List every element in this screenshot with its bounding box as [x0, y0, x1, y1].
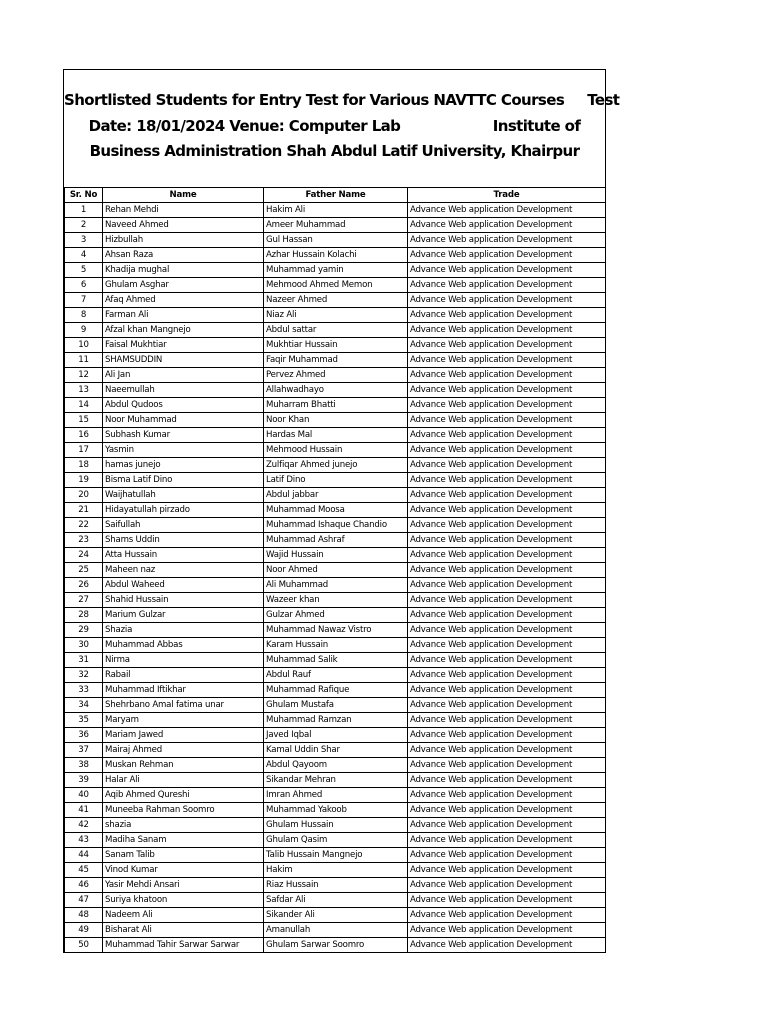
cell-trade: Advance Web application Development — [408, 893, 606, 908]
cell-sr-no: 39 — [65, 773, 103, 788]
cell-father-name: Mehmood Hussain — [264, 443, 408, 458]
cell-trade: Advance Web application Development — [408, 683, 606, 698]
document-title — [64, 88, 620, 165]
cell-father-name: Noor Ahmed — [264, 563, 408, 578]
cell-sr-no: 5 — [65, 263, 103, 278]
cell-name: Bisharat Ali — [103, 923, 264, 938]
cell-name: Muskan Rehman — [103, 758, 264, 773]
cell-trade: Advance Web application Development — [408, 878, 606, 893]
cell-father-name: Talib Hussain Mangnejo — [264, 848, 408, 863]
cell-sr-no: 13 — [65, 383, 103, 398]
cell-trade: Advance Web application Development — [408, 203, 606, 218]
cell-sr-no: 18 — [65, 458, 103, 473]
cell-trade: Advance Web application Development — [408, 833, 606, 848]
table-row — [65, 923, 606, 938]
cell-sr-no: 9 — [65, 323, 103, 338]
cell-name: Noor Muhammad — [103, 413, 264, 428]
title-line-1: Shortlisted Students for Entry Test for Various NAVTTC Courses Test — [64, 91, 620, 109]
cell-trade: Advance Web application Development — [408, 398, 606, 413]
cell-father-name: Karam Hussain — [264, 638, 408, 653]
title-line-2: Date: 18/01/2024 Venue: Computer Lab Institute of — [88, 116, 581, 135]
cell-name: Hidayatullah pirzado — [103, 503, 264, 518]
header-trade: Trade — [408, 188, 606, 203]
table-row — [65, 503, 606, 518]
cell-father-name: Ghulam Mustafa — [264, 698, 408, 713]
table-row — [65, 683, 606, 698]
cell-sr-no: 35 — [65, 713, 103, 728]
cell-name: Faisal Mukhtiar — [103, 338, 264, 353]
cell-father-name: Gul Hassan — [264, 233, 408, 248]
cell-name: Muhammad Abbas — [103, 638, 264, 653]
cell-sr-no: 26 — [65, 578, 103, 593]
cell-father-name: Hakim Ali — [264, 203, 408, 218]
cell-sr-no: 20 — [65, 488, 103, 503]
table-row — [65, 758, 606, 773]
table-row — [65, 638, 606, 653]
cell-trade: Advance Web application Development — [408, 758, 606, 773]
cell-trade: Advance Web application Development — [408, 458, 606, 473]
cell-trade: Advance Web application Development — [408, 353, 606, 368]
cell-name: Afzal khan Mangnejo — [103, 323, 264, 338]
cell-father-name: Abdul jabbar — [264, 488, 408, 503]
header-name: Name — [103, 188, 264, 203]
cell-trade: Advance Web application Development — [408, 668, 606, 683]
cell-trade: Advance Web application Development — [408, 773, 606, 788]
cell-name: Saifullah — [103, 518, 264, 533]
cell-name: Naveed Ahmed — [103, 218, 264, 233]
cell-sr-no: 2 — [65, 218, 103, 233]
table-row — [65, 533, 606, 548]
cell-sr-no: 43 — [65, 833, 103, 848]
cell-sr-no: 22 — [65, 518, 103, 533]
cell-name: Naeemullah — [103, 383, 264, 398]
cell-trade: Advance Web application Development — [408, 863, 606, 878]
table-row — [65, 893, 606, 908]
cell-name: Shahid Hussain — [103, 593, 264, 608]
cell-name: Maryam — [103, 713, 264, 728]
cell-trade: Advance Web application Development — [408, 233, 606, 248]
cell-sr-no: 27 — [65, 593, 103, 608]
cell-trade: Advance Web application Development — [408, 788, 606, 803]
cell-sr-no: 7 — [65, 293, 103, 308]
cell-trade: Advance Web application Development — [408, 308, 606, 323]
cell-name: Muhammad Iftikhar — [103, 683, 264, 698]
cell-father-name: Ghulam Sarwar Soomro — [264, 938, 408, 953]
cell-sr-no: 8 — [65, 308, 103, 323]
cell-sr-no: 40 — [65, 788, 103, 803]
cell-father-name: Muhammad Moosa — [264, 503, 408, 518]
cell-name: Aqib Ahmed Qureshi — [103, 788, 264, 803]
table-row — [65, 383, 606, 398]
cell-name: Afaq Ahmed — [103, 293, 264, 308]
table-row — [65, 728, 606, 743]
students-table — [64, 187, 606, 953]
table-row — [65, 458, 606, 473]
cell-name: Subhash Kumar — [103, 428, 264, 443]
cell-trade: Advance Web application Development — [408, 278, 606, 293]
cell-name: Waijhatullah — [103, 488, 264, 503]
table-row — [65, 653, 606, 668]
table-row — [65, 698, 606, 713]
cell-sr-no: 29 — [65, 623, 103, 638]
table-row — [65, 398, 606, 413]
cell-trade: Advance Web application Development — [408, 593, 606, 608]
cell-father-name: Nazeer Ahmed — [264, 293, 408, 308]
cell-name: Abdul Waheed — [103, 578, 264, 593]
cell-trade: Advance Web application Development — [408, 473, 606, 488]
cell-father-name: Allahwadhayo — [264, 383, 408, 398]
cell-name: Nirma — [103, 653, 264, 668]
cell-trade: Advance Web application Development — [408, 818, 606, 833]
cell-trade: Advance Web application Development — [408, 263, 606, 278]
cell-father-name: Muhammad yamin — [264, 263, 408, 278]
table-row — [65, 368, 606, 383]
cell-father-name: Azhar Hussain Kolachi — [264, 248, 408, 263]
cell-name: Bisma Latif Dino — [103, 473, 264, 488]
table-row — [65, 488, 606, 503]
cell-father-name: Muhammad Ashraf — [264, 533, 408, 548]
cell-sr-no: 6 — [65, 278, 103, 293]
cell-trade: Advance Web application Development — [408, 908, 606, 923]
cell-sr-no: 31 — [65, 653, 103, 668]
cell-name: Madiha Sanam — [103, 833, 264, 848]
table-row — [65, 818, 606, 833]
cell-father-name: Sikandar Mehran — [264, 773, 408, 788]
cell-father-name: Muhammad Ishaque Chandio — [264, 518, 408, 533]
cell-father-name: Muhammad Ramzan — [264, 713, 408, 728]
cell-father-name: Zulfiqar Ahmed junejo — [264, 458, 408, 473]
cell-sr-no: 17 — [65, 443, 103, 458]
cell-name: Atta Hussain — [103, 548, 264, 563]
cell-trade: Advance Web application Development — [408, 848, 606, 863]
cell-trade: Advance Web application Development — [408, 638, 606, 653]
cell-trade: Advance Web application Development — [408, 803, 606, 818]
cell-father-name: Abdul sattar — [264, 323, 408, 338]
table-row — [65, 773, 606, 788]
cell-trade: Advance Web application Development — [408, 548, 606, 563]
cell-father-name: Amanullah — [264, 923, 408, 938]
table-row — [65, 863, 606, 878]
header-sr-no: Sr. No — [65, 188, 103, 203]
cell-sr-no: 14 — [65, 398, 103, 413]
cell-name: Rehan Mehdi — [103, 203, 264, 218]
table-row — [65, 908, 606, 923]
cell-father-name: Imran Ahmed — [264, 788, 408, 803]
table-row — [65, 788, 606, 803]
table-row — [65, 518, 606, 533]
cell-trade: Advance Web application Development — [408, 713, 606, 728]
cell-trade: Advance Web application Development — [408, 293, 606, 308]
header-father-name: Father Name — [264, 188, 408, 203]
cell-trade: Advance Web application Development — [408, 653, 606, 668]
cell-sr-no: 11 — [65, 353, 103, 368]
table-row — [65, 353, 606, 368]
table-row — [65, 668, 606, 683]
cell-sr-no: 32 — [65, 668, 103, 683]
table-row — [65, 848, 606, 863]
cell-father-name: Faqir Muhammad — [264, 353, 408, 368]
cell-sr-no: 4 — [65, 248, 103, 263]
cell-trade: Advance Web application Development — [408, 413, 606, 428]
table-row — [65, 803, 606, 818]
cell-trade: Advance Web application Development — [408, 533, 606, 548]
table-row — [65, 713, 606, 728]
cell-sr-no: 23 — [65, 533, 103, 548]
cell-sr-no: 48 — [65, 908, 103, 923]
table-row — [65, 443, 606, 458]
table-row — [65, 323, 606, 338]
table-row — [65, 578, 606, 593]
cell-trade: Advance Web application Development — [408, 248, 606, 263]
cell-father-name: Ghulam Qasim — [264, 833, 408, 848]
cell-sr-no: 10 — [65, 338, 103, 353]
cell-name: Maheen naz — [103, 563, 264, 578]
table-row — [65, 248, 606, 263]
cell-father-name: Wazeer khan — [264, 593, 408, 608]
cell-sr-no: 41 — [65, 803, 103, 818]
cell-name: Abdul Qudoos — [103, 398, 264, 413]
cell-name: Rabail — [103, 668, 264, 683]
cell-trade: Advance Web application Development — [408, 428, 606, 443]
cell-sr-no: 45 — [65, 863, 103, 878]
cell-father-name: Muhammad Nawaz Vistro — [264, 623, 408, 638]
table-row — [65, 548, 606, 563]
table-row — [65, 293, 606, 308]
cell-name: Nadeem Ali — [103, 908, 264, 923]
table-row — [65, 608, 606, 623]
cell-father-name: Mukhtiar Hussain — [264, 338, 408, 353]
cell-trade: Advance Web application Development — [408, 923, 606, 938]
cell-name: Mairaj Ahmed — [103, 743, 264, 758]
cell-father-name: Pervez Ahmed — [264, 368, 408, 383]
cell-trade: Advance Web application Development — [408, 938, 606, 953]
cell-sr-no: 21 — [65, 503, 103, 518]
cell-name: Farman Ali — [103, 308, 264, 323]
cell-father-name: Noor Khan — [264, 413, 408, 428]
cell-father-name: Muhammad Yakoob — [264, 803, 408, 818]
cell-sr-no: 49 — [65, 923, 103, 938]
cell-father-name: Sikander Ali — [264, 908, 408, 923]
cell-trade: Advance Web application Development — [408, 488, 606, 503]
cell-father-name: Abdul Qayoom — [264, 758, 408, 773]
cell-sr-no: 24 — [65, 548, 103, 563]
cell-name: Sanam Talib — [103, 848, 264, 863]
cell-trade: Advance Web application Development — [408, 503, 606, 518]
table-header-row — [65, 188, 606, 203]
cell-sr-no: 28 — [65, 608, 103, 623]
cell-sr-no: 37 — [65, 743, 103, 758]
cell-father-name: Latif Dino — [264, 473, 408, 488]
cell-name: Suriya khatoon — [103, 893, 264, 908]
cell-trade: Advance Web application Development — [408, 368, 606, 383]
table-row — [65, 563, 606, 578]
cell-name: Muhammad Tahir Sarwar Sarwar — [103, 938, 264, 953]
cell-sr-no: 44 — [65, 848, 103, 863]
cell-sr-no: 50 — [65, 938, 103, 953]
cell-father-name: Ali Muhammad — [264, 578, 408, 593]
cell-father-name: Kamal Uddin Shar — [264, 743, 408, 758]
cell-name: Halar Ali — [103, 773, 264, 788]
cell-name: Ghulam Asghar — [103, 278, 264, 293]
cell-name: Khadija mughal — [103, 263, 264, 278]
cell-father-name: Muharram Bhatti — [264, 398, 408, 413]
table-row — [65, 218, 606, 233]
cell-name: Muneeba Rahman Soomro — [103, 803, 264, 818]
cell-father-name: Javed Iqbal — [264, 728, 408, 743]
cell-trade: Advance Web application Development — [408, 743, 606, 758]
cell-name: Shazia — [103, 623, 264, 638]
cell-father-name: Hardas Mal — [264, 428, 408, 443]
cell-sr-no: 36 — [65, 728, 103, 743]
cell-father-name: Safdar Ali — [264, 893, 408, 908]
cell-sr-no: 15 — [65, 413, 103, 428]
table-row — [65, 233, 606, 248]
cell-name: Ali Jan — [103, 368, 264, 383]
cell-father-name: Ameer Muhammad — [264, 218, 408, 233]
cell-sr-no: 42 — [65, 818, 103, 833]
cell-name: SHAMSUDDIN — [103, 353, 264, 368]
table-row — [65, 938, 606, 953]
table-row — [65, 203, 606, 218]
cell-trade: Advance Web application Development — [408, 578, 606, 593]
cell-trade: Advance Web application Development — [408, 323, 606, 338]
table-row — [65, 623, 606, 638]
cell-name: Shehrbano Amal fatima unar — [103, 698, 264, 713]
table-row — [65, 278, 606, 293]
cell-father-name: Wajid Hussain — [264, 548, 408, 563]
cell-father-name: Muhammad Salik — [264, 653, 408, 668]
cell-trade: Advance Web application Development — [408, 518, 606, 533]
cell-sr-no: 25 — [65, 563, 103, 578]
table-row — [65, 263, 606, 278]
cell-sr-no: 3 — [65, 233, 103, 248]
cell-father-name: Muhammad Rafique — [264, 683, 408, 698]
cell-trade: Advance Web application Development — [408, 443, 606, 458]
cell-sr-no: 33 — [65, 683, 103, 698]
table-row — [65, 308, 606, 323]
cell-sr-no: 38 — [65, 758, 103, 773]
cell-sr-no: 16 — [65, 428, 103, 443]
cell-trade: Advance Web application Development — [408, 608, 606, 623]
cell-name: Yasir Mehdi Ansari — [103, 878, 264, 893]
table-row — [65, 743, 606, 758]
cell-sr-no: 47 — [65, 893, 103, 908]
cell-sr-no: 30 — [65, 638, 103, 653]
cell-name: Ahsan Raza — [103, 248, 264, 263]
table-row — [65, 338, 606, 353]
cell-sr-no: 1 — [65, 203, 103, 218]
cell-trade: Advance Web application Development — [408, 383, 606, 398]
cell-father-name: Riaz Hussain — [264, 878, 408, 893]
cell-father-name: Hakim — [264, 863, 408, 878]
cell-trade: Advance Web application Development — [408, 338, 606, 353]
table-row — [65, 413, 606, 428]
cell-father-name: Abdul Rauf — [264, 668, 408, 683]
cell-name: Marium Gulzar — [103, 608, 264, 623]
table-body — [65, 203, 606, 953]
cell-father-name: Mehmood Ahmed Memon — [264, 278, 408, 293]
cell-name: Yasmin — [103, 443, 264, 458]
cell-name: Mariam Jawed — [103, 728, 264, 743]
table-row — [65, 428, 606, 443]
table-row — [65, 878, 606, 893]
table-row — [65, 833, 606, 848]
cell-name: hamas junejo — [103, 458, 264, 473]
cell-sr-no: 19 — [65, 473, 103, 488]
cell-father-name: Ghulam Hussain — [264, 818, 408, 833]
cell-name: Vinod Kumar — [103, 863, 264, 878]
document-sheet — [63, 69, 620, 953]
table-row — [65, 473, 606, 488]
cell-trade: Advance Web application Development — [408, 698, 606, 713]
cell-father-name: Gulzar Ahmed — [264, 608, 408, 623]
cell-sr-no: 12 — [65, 368, 103, 383]
cell-trade: Advance Web application Development — [408, 728, 606, 743]
cell-name: Shams Uddin — [103, 533, 264, 548]
cell-name: Hizbullah — [103, 233, 264, 248]
cell-trade: Advance Web application Development — [408, 563, 606, 578]
cell-trade: Advance Web application Development — [408, 623, 606, 638]
cell-sr-no: 34 — [65, 698, 103, 713]
cell-father-name: Niaz Ali — [264, 308, 408, 323]
cell-name: shazia — [103, 818, 264, 833]
title-line-3: Business Administration Shah Abdul Latif University, Khairpur — [89, 142, 580, 160]
table-row — [65, 593, 606, 608]
cell-sr-no: 46 — [65, 878, 103, 893]
cell-trade: Advance Web application Development — [408, 218, 606, 233]
